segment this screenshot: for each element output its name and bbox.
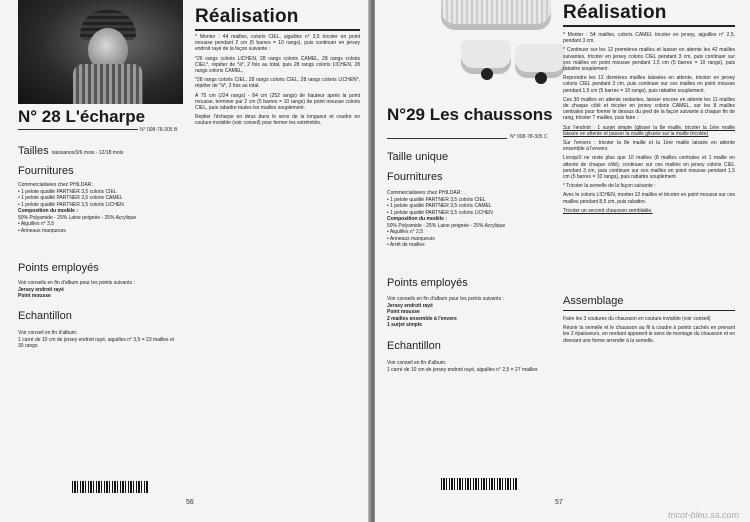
watermark: tricot-bleu.sa.com	[668, 510, 740, 520]
realisation-heading: Réalisation	[195, 6, 299, 27]
bootie-shape	[515, 44, 565, 78]
baby-scarf-photo	[18, 0, 183, 104]
realisation-rule	[563, 25, 735, 27]
supplies-line: • Anneaux marqueurs	[387, 235, 435, 242]
gauge-line: Voir conseil en fin d'album.	[18, 330, 78, 336]
supplies-heading: Fournitures	[387, 171, 443, 183]
supplies-line: • 1 pelote qualité PARTNER 3,5 coloris CIEL	[387, 196, 486, 203]
stitches-intro: Voir conseils en fin d'album pour les points suivants :	[387, 296, 504, 302]
bootie-shape	[461, 40, 511, 74]
realisation-paragraph: *26 rangs coloris LICHEN, 28 rangs coloris CAMEL, 28 rangs coloris CIEL*, répéter de *à*, 2 fois au total, puis 28 rangs coloris LICHEN, 28 rangs coloris CAMEL,	[195, 55, 360, 75]
sizes-heading	[18, 145, 123, 157]
gauge-heading: Echantillon	[18, 310, 72, 322]
assembly-heading: Assemblage	[563, 295, 624, 307]
realisation-paragraph: Sur l'envers : tricoter la 8e maille et la 1ère maille laissée en attente ensemble à l'envers.	[563, 140, 735, 153]
realisation-heading: Réalisation	[563, 2, 667, 23]
realisation-paragraph: Sur l'endroit : 1 surjet simple (glisser la 8e maille, tricoter la 1ère maille laissée en attente et passer la maille glissée sur la maille tricotée)	[563, 124, 735, 137]
composition-value: 50% Polyamide - 25% Laine peignée - 25% Acrylique	[387, 222, 506, 229]
barcode	[441, 478, 517, 490]
sizes-label: Tailles	[18, 145, 49, 157]
supplies-line: Commercialisées chez PHILDAR:	[387, 190, 462, 196]
assembly-rule	[563, 310, 735, 311]
realisation-text	[195, 34, 360, 130]
stitch-item: 2 mailles ensemble à l'envers	[387, 315, 457, 322]
supplies-line: • Aiguilles n° 3,5	[18, 221, 54, 227]
realisation-text	[563, 32, 735, 217]
scarf-shape	[73, 64, 143, 104]
gauge-line: Voir conseil en fin d'album.	[387, 360, 447, 366]
supplies-list	[18, 182, 136, 234]
baby-booties-photo	[413, 0, 573, 72]
supplies-list	[387, 190, 505, 249]
product-title-29	[387, 105, 553, 125]
supplies-line: • Anneaux marqueurs	[18, 227, 66, 234]
reference-code: N° 008-78-305 B	[140, 127, 178, 133]
supplies-heading: Fournitures	[18, 165, 74, 177]
supplies-line: • Arrêt de mailles	[387, 242, 425, 248]
garment-hem-shape	[441, 0, 551, 30]
reference-code: N° 008-78-305 C	[510, 134, 548, 140]
sizes-heading: Taille unique	[387, 151, 449, 163]
realisation-paragraph: *28 rangs coloris CIEL, 28 rangs coloris CIEL, 28 rangs coloris LICHEN*, répéter de *à*, 3 fois au total.	[195, 77, 360, 90]
product-name: L'écharpe	[65, 107, 146, 126]
realisation-paragraph: * Monter : 44 mailles, coloris CIEL, aiguilles n° 3,5 tricoter en point mousse pendant 2 cm (5 barres = 10 rangs), puis continuer en jersey endroit rayé de la façon suivante :	[195, 34, 360, 53]
supplies-line: Commercialisées chez PHILDAR:	[18, 182, 93, 188]
stitches-list	[387, 296, 504, 329]
realisation-paragraph: A 75 cm (224 rangs) - 84 cm (252 rangs) de hauteur après la point mousse, terminer par 2 cm (5 barres = 10 rangs) de point mousse coloris CIEL, puis rabattre toutes les mailles souplement.	[195, 92, 360, 112]
reference-rule	[18, 129, 138, 130]
assembly-text	[563, 316, 735, 347]
gauge-text	[18, 330, 174, 350]
realisation-paragraph: Replier l'écharpe en deux dans le sens de la longueur et coudre en couture invisible (voir conseil) pour fermer les extrémités.	[195, 114, 360, 127]
assembly-paragraph: Réunir la semelle et le chausson au fil à coudre à points cachés en prenant les 2 épaisseurs, en rendant apparent le sens de montage du chausson et en donnant une forme arrondie à la semelle.	[563, 325, 735, 344]
stitches-list	[18, 280, 135, 300]
realisation-paragraph: * Monter : 54 mailles, coloris CAMEL tricoter en jersey, aiguilles n° 2,5, pendant 3 cm.	[563, 32, 735, 45]
stitch-item: Jersey endroit rayé	[387, 302, 433, 309]
stitch-item: Jersey endroit rayé	[18, 286, 64, 293]
supplies-line: • 1 pelote qualité PARTNER 3,5 coloris CAMEL	[18, 195, 123, 201]
realisation-paragraph: Lorsqu'il ne reste plus que 10 mailles (8 mailles centrales et 1 maille en attente de chaque côté), continuer sur ces mailles en jersey coloris CIEL pendant 3 cm, puis continuer sur ces mailles en point mousse pendant 1,5 cm (5 barres = 10 rangs), puis rabattre souplement.	[563, 155, 735, 181]
gauge-heading: Echantillon	[387, 340, 441, 352]
bootie-sole	[481, 68, 493, 80]
composition-value: 50% Polyamide - 25% Laine peignée - 25% Acrylique	[18, 214, 137, 221]
stitch-item: Point mousse	[387, 309, 420, 315]
supplies-line: • 1 pelote qualité PARTNER 3,5 coloris CIEL	[18, 188, 117, 195]
realisation-rule	[195, 29, 360, 31]
left-page	[0, 0, 372, 522]
reference-rule	[387, 138, 507, 139]
page-number: 57	[555, 499, 563, 506]
realisation-paragraph: Ces 30 mailles en attente restantes, laisser encore en attente les 11 mailles de chaque côté et tricoter en jersey coloris CAMEL, sur les 8 mailles centrales pour former le dessus du pied de la façon suivante à chaque fin de rang, tricoter 7 mailles, puis faire :	[563, 96, 735, 122]
supplies-line: • 1 pelote qualité PARTNER 3,5 coloris LICHEN	[387, 209, 493, 216]
gauge-line: 1 carré de 10 cm de jersey endroit rayé, aiguilles n° 3,5 = 23 mailles et	[18, 336, 175, 343]
barcode	[72, 481, 148, 493]
composition-label: Composition du modèle :	[18, 208, 78, 214]
supplies-line: • 1 pelote qualité PARTNER 3,5 coloris LICHEN	[18, 201, 124, 208]
gauge-line: 30 rangs	[18, 343, 38, 349]
realisation-paragraph: Avec le coloris LICHEN, monter 12 mailles et tricoter en point mousse sur ces mailles pendant 8,5 cm, puis rabattre.	[563, 192, 735, 205]
right-page	[375, 0, 750, 522]
product-number: N°29	[387, 105, 425, 124]
supplies-line: • 1 pelote qualité PARTNER 3,5 coloris CAMEL	[387, 203, 492, 209]
gauge-text	[387, 360, 538, 373]
supplies-line: • Aiguilles n° 2,5	[387, 229, 423, 235]
stitches-heading: Points employés	[387, 277, 468, 289]
product-title-28	[18, 107, 145, 127]
stitch-item: Point mousse	[18, 293, 51, 299]
composition-label: Composition du modèle :	[387, 216, 447, 222]
sizes-values: naissance/3/6 mois - 12/18 mois	[51, 150, 124, 156]
realisation-paragraph: Reprendre les 12 dernières mailles laissées en attente, tricoter en jersey coloris CIEL pendant 3 cm, puis continuer sur ces mailles en point mousse pendant 1,5 cm (5 barres = 10 rangs), puis rabattre souplement.	[563, 75, 735, 94]
stitches-intro: Voir conseils en fin d'album pour les points suivants :	[18, 280, 135, 286]
realisation-paragraph: * Tricoter la semelle de la façon suivante :	[563, 183, 656, 190]
stitches-heading: Points employés	[18, 262, 99, 274]
product-number: N° 28	[18, 107, 61, 126]
assembly-paragraph: Faire les 3 coutures du chausson en couture invisible (voir conseil)	[563, 316, 711, 322]
stitch-item: 1 surjet simple	[387, 322, 423, 328]
realisation-paragraph: Tricoter un second chausson semblable.	[563, 207, 653, 214]
realisation-paragraph: * Continuer sur les 12 premières mailles et laisser en attente les 42 mailles suivantes, tricoter en jersey coloris CIEL pendant 3 cm, puis continuer sur ces mailles en point mousse pendant 1,5 cm (5 barres = 10 rangs), puis rabattre souplement.	[563, 47, 735, 73]
page-number: 56	[186, 499, 194, 506]
product-name: Les chaussons	[429, 105, 553, 124]
bootie-sole	[535, 72, 547, 84]
gauge-line: 1 carré de 10 cm de jersey endroit rayé, aiguilles n° 2,5 = 27 mailles	[387, 366, 538, 373]
